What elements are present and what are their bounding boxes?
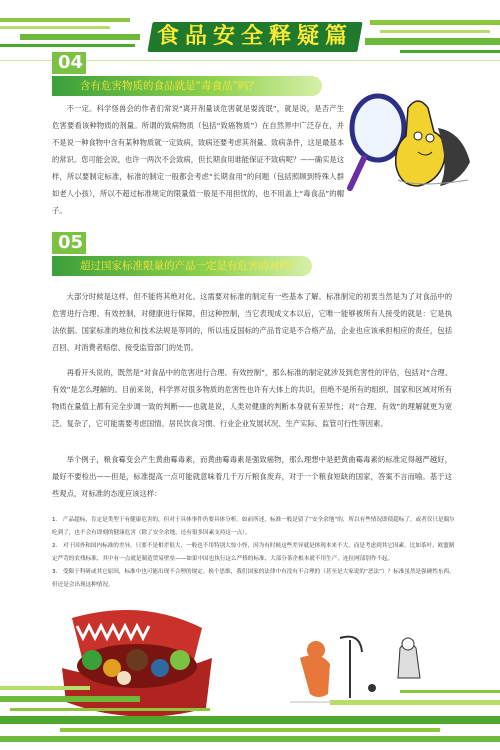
grim-reaper-cartoon-icon (290, 628, 450, 708)
section-05-notes (52, 514, 457, 592)
section-05-paragraph-1: 大部分时候是这样，但不能将其绝对化。这需要对标准的制定有一些基本了解。标准制定的初衷当然是为了对食品中的危害进行合理、有效控制，对健康进行保障，但这种控制，当它表现成文本以后，它唯一能够被所有人接受的就是：它是执法依据。国家标准的地位和技术法规是等同的，所以违反国标的产品肯定是不合格产品，企业也应该承担相应的责任，包括召回、对消费者赔偿、接受监管部门的处罚。 (52, 292, 452, 352)
section-05-question: 超过国家标准限量的产品一定是有危害的对吗？ (80, 260, 301, 272)
section-04-question: 含有危害物质的食品就是“毒食品”吗？ (80, 80, 259, 92)
section-05-badge: 05 (52, 232, 86, 254)
section-04-badge: 04 (52, 52, 86, 74)
note-item: 1. 产品超标，肯定是类型于有健康危害的，但对于具体事件仍要具体分析。如前所述，标准一般是留了“安全余地”的，所以有些情况即使超标了，或者仅只是偶尔吃到了，也不会有即刻的健康危害（除了安全余地，还有很多因素支持这一点）。 (52, 517, 455, 536)
note-item: 2. 对于国外和国内标准的差异，只要不是相差很大，一般也不用特别大惊小怪，因为有时候这些差异就是体现本来不大，而是考虑到其它因素。比如茶叶，欧盟制定严苛的农残标准，其中有一点就是制造贸易壁垒——如果中国也执行这么严格的标准，大部分茶企根本就不用生产，连拉网部别作不起。 (52, 543, 455, 562)
page-title: 食品安全释疑篇 (147, 22, 362, 52)
note-item: 3. 受限于科研或其它原因，标准中也可能出现不合理的规定。换个思维，我们国家的法律中有没有不合理的（甚至是大家说的“恶法”）？标准虽然是强硬性东西，但还是会出现这种情况。 (52, 569, 455, 588)
magnifier-cartoon-icon (338, 88, 478, 198)
section-05-paragraph-3: 举个例子，粮食霉变会产生黄曲霉毒素，而黄曲霉毒素是强致癌物，那么理想中是把黄曲霉毒素的标准定得越严越好，最好不要检出——但是，标准提高一点可能就意味着几千万斤粮食废弃，对于一个粮食短缺的国家，答案不言而喻。基于这些观点，对标准的态度应该这样： (52, 455, 452, 498)
section-04-body: 不一定。科学怪兽会的作者们常说“离开剂量谈危害就是耍流氓”，就是说，是否产生危害要看该种物质的剂量。所谓的致病物质（包括“致癌物质”）在自然界中广泛存在，并不是说一种食物中含有某种物质就一定致病，致病还要考虑其剂量、致病条件，这是最基本的常识。您可能会说，也许一两次不会致病，但长期食用谁能保证不致病呢？——确实是这样，所以要制定标准，标准的制定一般都会考虑“长期食用”的问题（包括照顾到特殊人群如老人小孩），所以不超过标准规定的限量值一般是不用担忧的，也不用盖上“毒食品”的帽子。 (52, 104, 344, 215)
section-05-paragraph-2: 再看开头说的，既然是“对食品中的危害进行合理、有效控制”，那么标准的制定就涉及到危害性的评估，包括对“合理、有效”是怎么理解的。目前来说，科学界对很多物质的危害性也许有大体上的共识，但绝不是所有的组织、国家和区域对所有物质在量值上都有完全步调一致的判断——也就是说，人类对健康的判断本身就有差异性；对“合理、有效”的理解就更为宽泛、复杂了，它可能需要考虑国情、居民饮食习惯、行业企业发展状况、生产实际、监管可行性等因素。 (52, 368, 452, 428)
